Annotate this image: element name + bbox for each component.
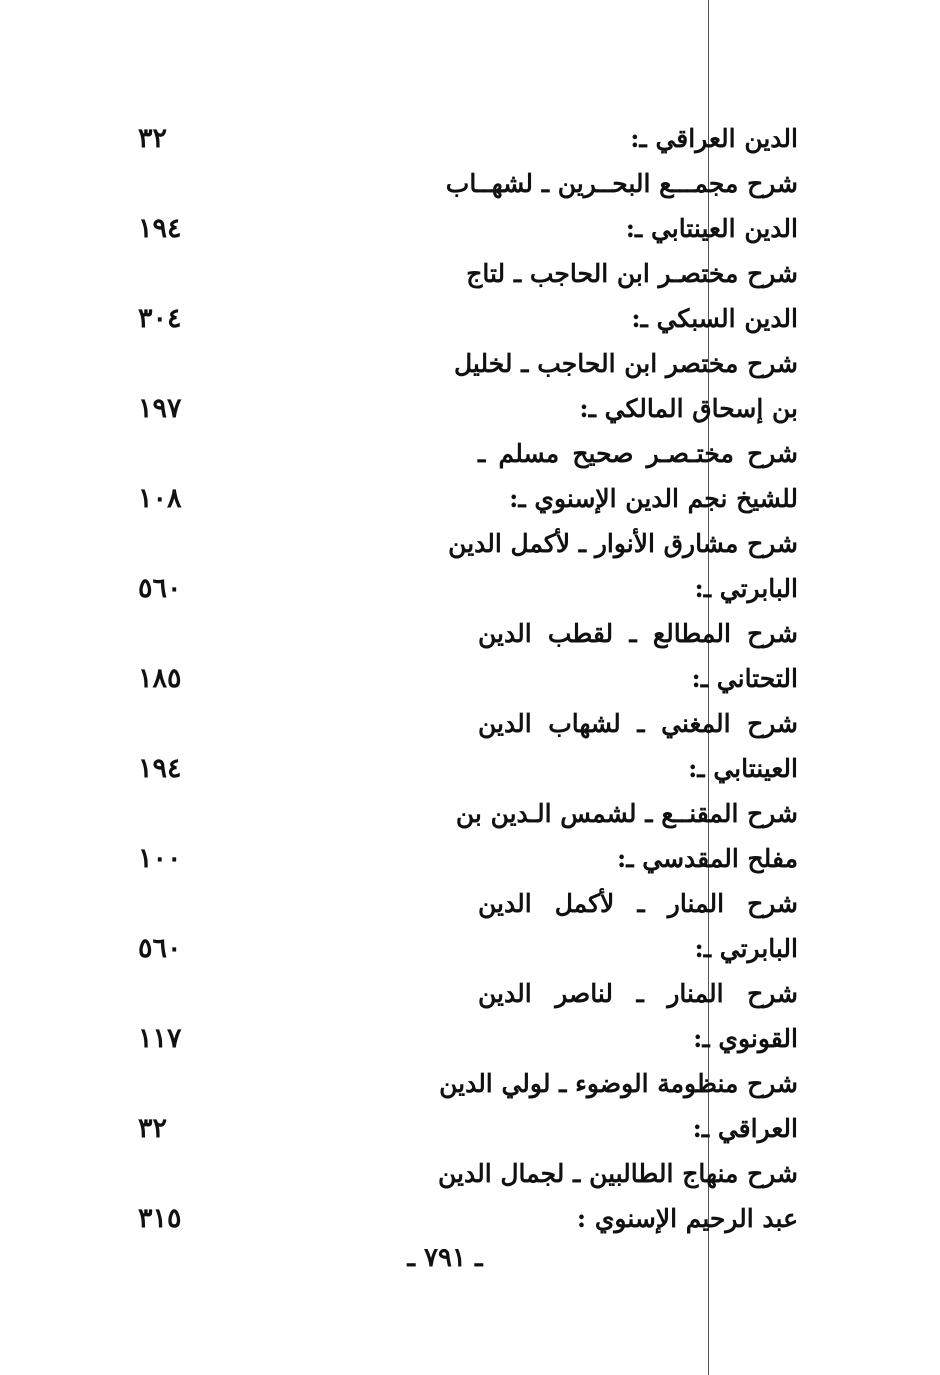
- entry-text: البابرتي ـ:: [694, 934, 798, 963]
- entry-text: شرح المطالع ـ لقطب الدين: [478, 619, 798, 648]
- index-line: [0, 792, 940, 837]
- entry-page-number: ٣٢: [138, 1113, 168, 1144]
- entry-text: بن إسحاق المالكي ـ:: [579, 394, 798, 423]
- index-line: [0, 477, 940, 522]
- entry-text: عبد الرحيم الإسنوي :: [576, 1204, 798, 1233]
- entry-text: شرح مختـصـر صحيح مسلم ـ: [478, 439, 798, 468]
- index-line: [0, 342, 940, 387]
- entry-page-number: ١٨٥: [138, 663, 182, 694]
- entry-text: شرح مجمـــع البحــرين ـ لشهــاب: [445, 169, 798, 198]
- index-line: [0, 1197, 940, 1242]
- entry-text: العراقي ـ:: [692, 1114, 798, 1143]
- entry-page-number: ١١٧: [138, 1023, 182, 1054]
- entry-text: شرح مشارق الأنوار ـ لأكمل الدين: [448, 529, 798, 558]
- index-line: [0, 297, 940, 342]
- entry-text: للشيخ نجم الدين الإسنوي ـ:: [509, 484, 798, 513]
- entry-text: التحتاني ـ:: [691, 664, 798, 693]
- entry-text: البابرتي ـ:: [694, 574, 798, 603]
- entry-text: الدين العينتابي ـ:: [625, 214, 798, 243]
- entry-text: شرح المقنــع ـ لشمس الـدين بن: [455, 799, 798, 828]
- entry-text: شرح مختصـر ابن الحاجب ـ لتاج: [466, 259, 798, 288]
- entry-page-number: ٥٦٠: [138, 933, 182, 964]
- index-line: [0, 207, 940, 252]
- index-line: [0, 972, 940, 1017]
- entry-text: القونوي ـ:: [693, 1024, 798, 1053]
- entry-text: الدين السبكي ـ:: [631, 304, 798, 333]
- entry-text: شرح منهاج الطالبين ـ لجمال الدين: [437, 1159, 798, 1188]
- index-line: [0, 252, 940, 297]
- index-line: [0, 567, 940, 612]
- index-line: [0, 387, 940, 432]
- index-line: [0, 702, 940, 747]
- entry-page-number: ١٩٤: [138, 213, 182, 244]
- entry-text: شرح مختصر ابن الحاجب ـ لخليل: [453, 349, 798, 378]
- entry-text: شرح منظومة الوضوء ـ لولي الدين: [439, 1069, 798, 1098]
- entry-page-number: ٣٢: [138, 123, 168, 154]
- page-number: ـ ٧٩١ ـ: [407, 1243, 483, 1273]
- index-line: [0, 837, 940, 882]
- index-entries: [0, 117, 940, 1242]
- entry-text: الدين العراقي ـ:: [630, 124, 798, 153]
- index-line: [0, 882, 940, 927]
- index-line: [0, 1152, 940, 1197]
- entry-page-number: ١٠٠: [138, 843, 182, 874]
- entry-text: العينتابي ـ:: [688, 754, 798, 783]
- index-line: [0, 1062, 940, 1107]
- index-line: [0, 657, 940, 702]
- entry-page-number: ٣٠٤: [138, 303, 182, 334]
- entry-page-number: ٥٦٠: [138, 573, 182, 604]
- index-line: [0, 1107, 940, 1152]
- entry-text: مفلح المقدسي ـ:: [617, 844, 798, 873]
- index-line: [0, 1017, 940, 1062]
- index-line: [0, 522, 940, 567]
- index-line: [0, 747, 940, 792]
- entry-page-number: ٣١٥: [138, 1203, 182, 1234]
- entry-text: شرح المنار ـ لأكمل الدين: [478, 889, 798, 918]
- entry-page-number: ١٠٨: [138, 483, 182, 514]
- entry-text: شرح المغني ـ لشهاب الدين: [478, 709, 798, 738]
- index-line: [0, 432, 940, 477]
- index-line: [0, 612, 940, 657]
- index-line: [0, 117, 940, 162]
- entry-page-number: ١٩٧: [138, 393, 182, 424]
- entry-page-number: ١٩٤: [138, 753, 182, 784]
- entry-text: شرح المنار ـ لناصر الدين: [478, 979, 798, 1008]
- index-line: [0, 162, 940, 207]
- index-line: [0, 927, 940, 972]
